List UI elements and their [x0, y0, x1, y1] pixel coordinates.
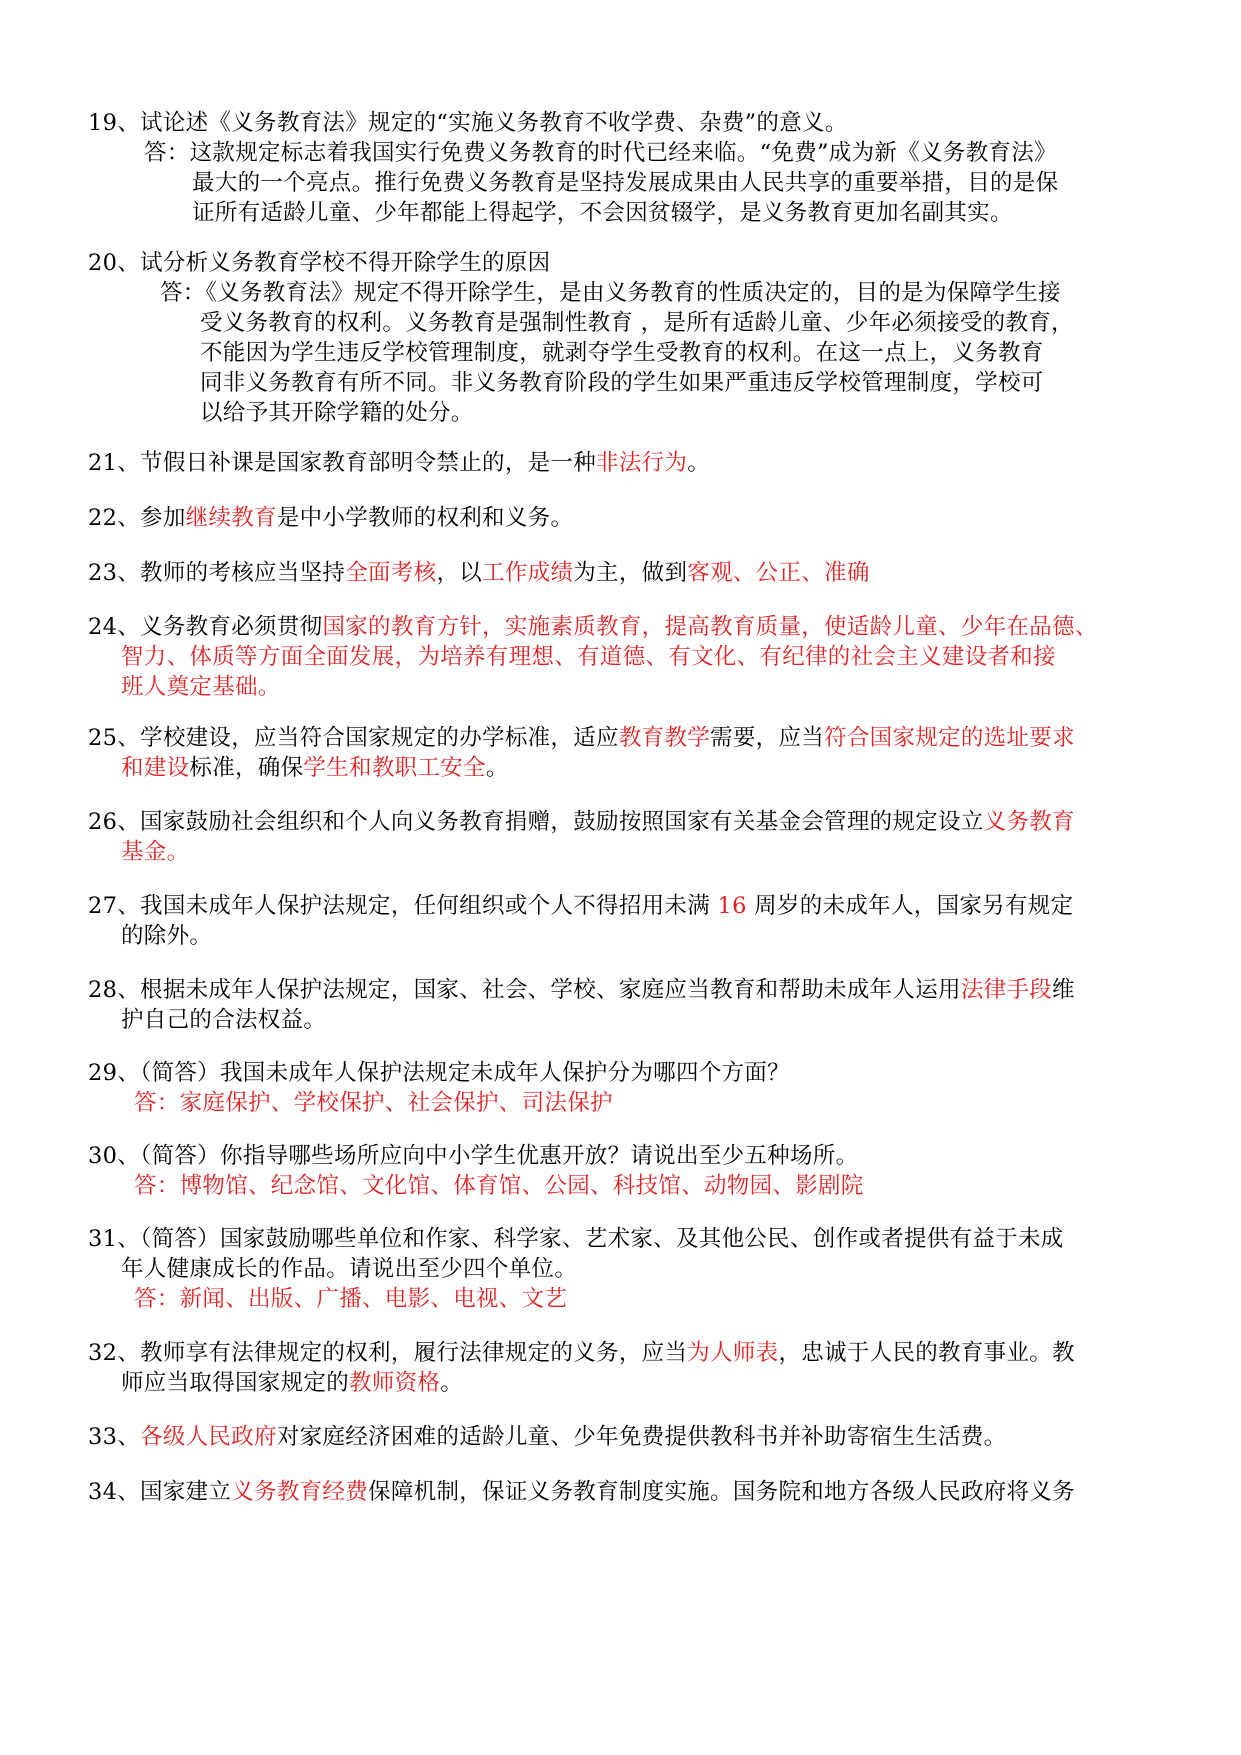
highlighted-answer: 教育教学: [618, 725, 711, 751]
text-line: [88, 975, 1075, 1005]
text-line: [121, 642, 1056, 672]
highlighted-answer: 答：新闻、出版、广播、电影、电视、文艺: [134, 1286, 568, 1312]
text-segment: 标准，确保: [189, 755, 304, 781]
highlighted-answer: 义务教育: [983, 809, 1075, 835]
text-segment: 20、试分析义务教育学校不得开除学生的原因: [88, 250, 551, 276]
text-segment: 周岁的未成年人，国家另有规定: [746, 893, 1074, 919]
highlighted-answer: 智力、体质等方面全面发展，为培养有理想、有道德、有文化、有纪律的社会主义建设者和接: [121, 644, 1056, 670]
text-line: [88, 1338, 1075, 1368]
text-line: [88, 503, 573, 533]
text-line: [88, 1477, 1075, 1507]
text-segment: 34、国家建立: [88, 1479, 232, 1505]
text-line: [121, 672, 281, 702]
text-segment: 保障机制，保证义务教育制度实施。国务院和地方各级人民政府将义务: [368, 1479, 1075, 1505]
highlighted-answer: 为人师表: [687, 1340, 779, 1366]
highlighted-answer: 义务教育经费: [231, 1479, 369, 1505]
text-line: [200, 398, 474, 428]
text-line: [88, 448, 710, 478]
highlighted-answer: 学生和教职工安全: [303, 755, 486, 781]
text-segment: 年人健康成长的作品。请说出至少四个单位。: [121, 1256, 578, 1282]
highlighted-answer: 客观、公正、准确: [687, 560, 870, 586]
text-segment: 答：《义务教育法》规定不得开除学生，是由义务教育的性质决定的，目的是为保障学生接: [160, 280, 1061, 306]
text-line: [144, 138, 1057, 168]
highlighted-answer: 全面考核: [345, 560, 437, 586]
text-line: [88, 891, 1073, 921]
text-segment: 为主，做到: [573, 560, 688, 586]
text-segment: 25、学校建设，应当符合国家规定的办学标准，适应: [88, 725, 619, 751]
text-segment: 证所有适龄儿童、少年都能上得起学，不会因贫辍学，是义务教育更加名副其实。: [192, 200, 1013, 226]
text-segment: 以给予其开除学籍的处分。: [200, 400, 474, 426]
text-segment: 是中小学教师的权利和义务。: [276, 505, 574, 531]
text-line: [88, 1141, 858, 1171]
highlighted-answer: 基金。: [121, 839, 190, 865]
highlighted-answer: 班人奠定基础。: [121, 674, 281, 700]
text-segment: 33、: [88, 1424, 141, 1450]
text-segment: 19、试论述《义务教育法》规定的“实施义务教育不收学费、杂费”的意义。: [88, 110, 848, 136]
text-segment: 受义务教育的权利。义务教育是强制性教育 ，是所有适龄儿童、少年必须接受的教育，: [200, 310, 1074, 336]
text-segment: 30、（简答）你指导哪些场所应向中小学生优惠开放？请说出至少五种场所。: [88, 1143, 859, 1169]
text-line: [88, 248, 550, 278]
text-segment: 对家庭经济困难的适龄儿童、少年免费提供教科书并补助寄宿生生活费。: [276, 1424, 1007, 1450]
text-line: [88, 1058, 790, 1088]
text-line: [88, 612, 1098, 642]
text-segment: 。: [440, 1370, 464, 1396]
text-segment: 26、国家鼓励社会组织和个人向义务教育捐赠，鼓励按照国家有关基金会管理的规定设立: [88, 809, 984, 835]
highlighted-answer: 法律手段: [960, 977, 1053, 1003]
text-line: [160, 278, 1061, 308]
text-segment: 的除外。: [121, 923, 213, 949]
text-line: [88, 1422, 1006, 1452]
text-line: [88, 723, 1075, 753]
highlighted-answer: 继续教育: [185, 505, 277, 531]
text-line: [134, 1284, 567, 1314]
text-segment: 31、（简答）国家鼓励哪些单位和作家、科学家、艺术家、及其他公民、创作或者提供有益于未成: [88, 1226, 1064, 1252]
text-segment: 21、节假日补课是国家教育部明令禁止的，是一种: [88, 450, 597, 476]
text-segment: 23、教师的考核应当坚持: [88, 560, 346, 586]
text-line: [88, 1224, 1064, 1254]
text-segment: 22、参加: [88, 505, 186, 531]
text-segment: 维: [1052, 977, 1075, 1003]
text-segment: 。: [485, 755, 509, 781]
highlighted-answer: 国家的教育方针，实施素质教育，提高教育质量，使适龄儿童、少年在品德、: [322, 614, 1098, 640]
text-line: [192, 168, 1058, 198]
text-line: [121, 837, 189, 867]
text-segment: ，以: [436, 560, 483, 586]
text-segment: 28、根据未成年人保护法规定，国家、社会、学校、家庭应当教育和帮助未成年人运用: [88, 977, 961, 1003]
text-line: [200, 368, 1044, 398]
text-line: [121, 753, 509, 783]
text-line: [88, 108, 848, 138]
highlighted-answer: 和建设: [121, 755, 190, 781]
text-segment: 师应当取得国家规定的: [121, 1370, 350, 1396]
text-segment: 24、义务教育必须贯彻: [88, 614, 323, 640]
text-segment: 29、（简答）我国未成年人保护法规定未成年人保护分为哪四个方面？: [88, 1060, 790, 1086]
text-segment: 27、我国未成年人保护法规定，任何组织或个人不得招用未满: [88, 893, 718, 919]
text-line: [200, 338, 1044, 368]
text-segment: 需要，应当: [710, 725, 825, 751]
highlighted-answer: 符合国家规定的选址要求: [824, 725, 1075, 751]
text-line: [88, 558, 870, 588]
text-segment: 最大的一个亮点。推行免费义务教育是坚持发展成果由人民共享的重要举措，目的是保: [192, 170, 1059, 196]
text-segment: 同非义务教育有所不同。非义务教育阶段的学生如果严重违反学校管理制度，学校可: [200, 370, 1044, 396]
text-line: [200, 308, 1074, 338]
highlighted-answer: 教师资格: [349, 1370, 441, 1396]
highlighted-answer: 答：博物馆、纪念馆、文化馆、体育馆、公园、科技馆、动物园、影剧院: [134, 1173, 864, 1199]
highlighted-answer: 工作成绩: [482, 560, 574, 586]
text-line: [121, 921, 212, 951]
highlighted-answer: 答：家庭保护、学校保护、社会保护、司法保护: [134, 1090, 613, 1116]
text-segment: 护自己的合法权益。: [121, 1007, 327, 1033]
highlighted-answer: 非法行为: [596, 450, 688, 476]
text-segment: 32、教师享有法律规定的权利，履行法律规定的义务，应当: [88, 1340, 688, 1366]
text-line: [121, 1005, 326, 1035]
highlighted-answer: 各级人民政府: [140, 1424, 277, 1450]
highlighted-answer: 16: [717, 893, 747, 919]
text-segment: ，忠诚于人民的教育事业。教: [778, 1340, 1075, 1366]
text-line: [121, 1368, 463, 1398]
text-line: [192, 198, 1013, 228]
text-line: [88, 807, 1075, 837]
text-segment: 答：这款规定标志着我国实行免费义务教育的时代已经来临。“免费”成为新《义务教育法》: [144, 140, 1057, 166]
text-segment: 不能因为学生违反学校管理制度，就剥夺学生受教育的权利。在这一点上，义务教育: [200, 340, 1044, 366]
text-line: [134, 1088, 613, 1118]
text-line: [134, 1171, 864, 1201]
text-line: [121, 1254, 577, 1284]
text-segment: 。: [687, 450, 711, 476]
